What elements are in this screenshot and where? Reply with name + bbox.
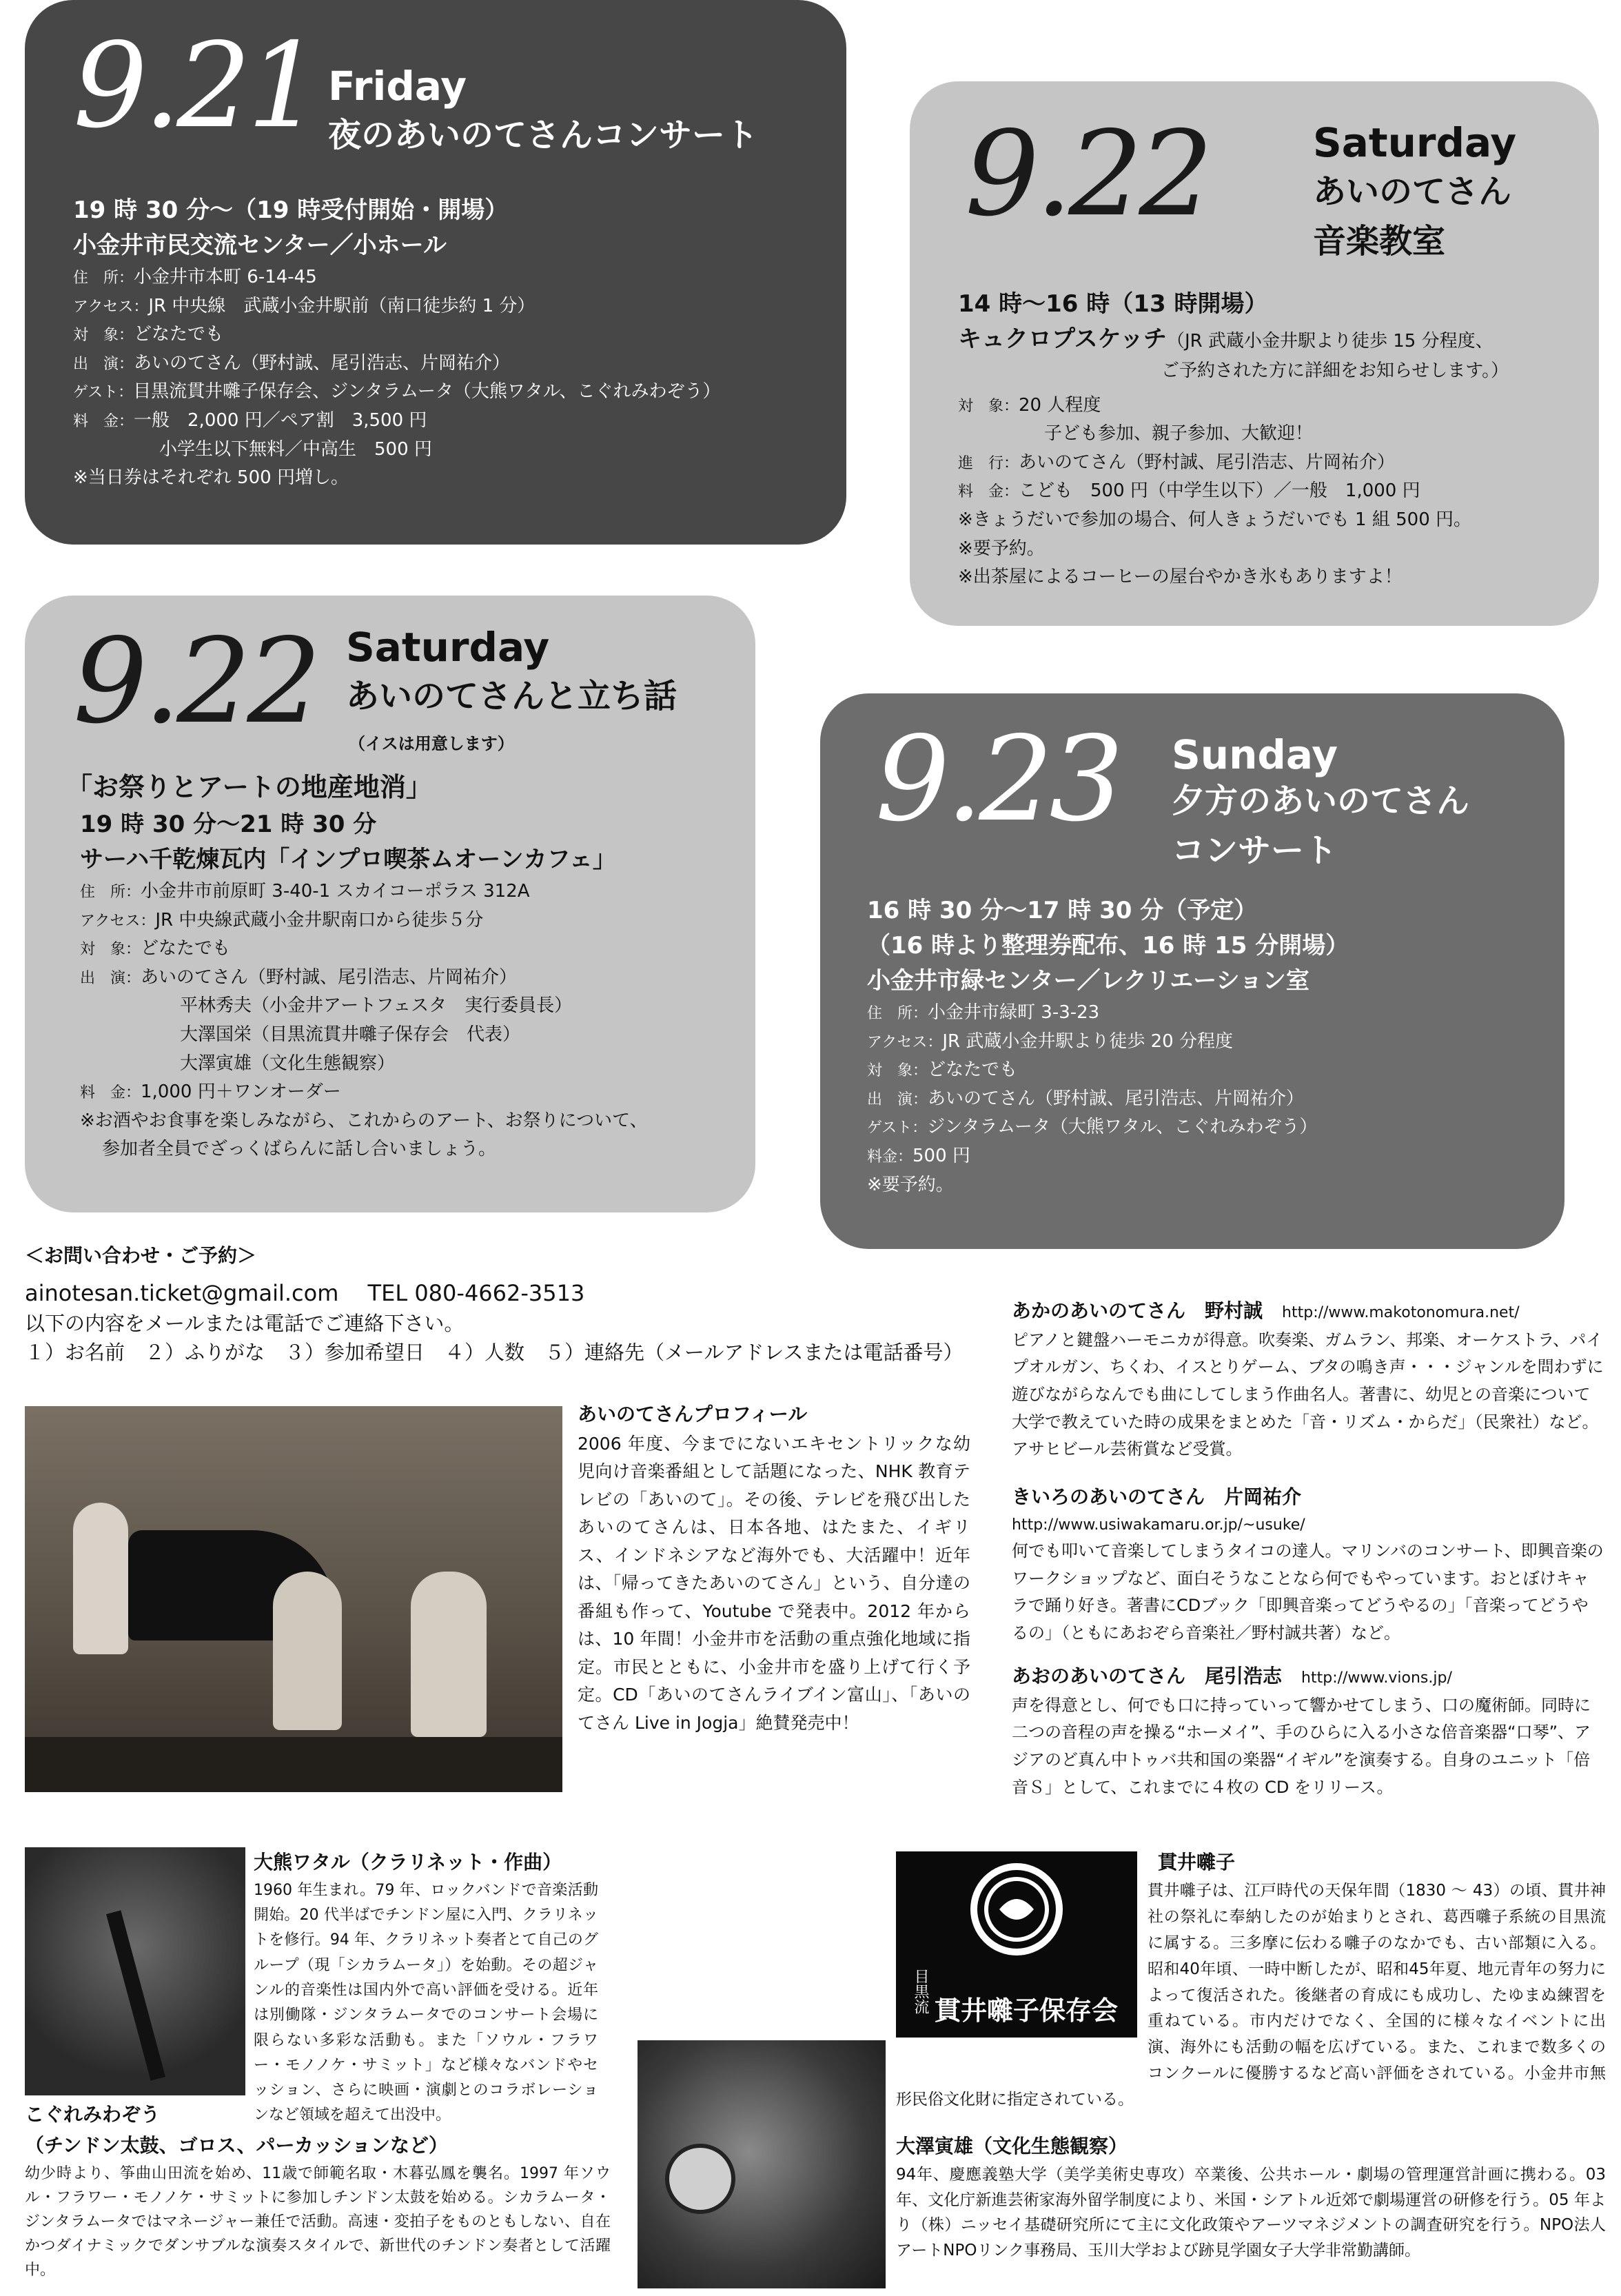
detail-row: 進 行：あいのてさん（野村誠、尾引浩志、片岡祐介） <box>958 451 1396 473</box>
detail-row: 出 演：あいのてさん（野村誠、尾引浩志、片岡祐介） <box>73 352 511 374</box>
guest-name-sub: （チンドン太鼓、ゴロス、パーカッションなど） <box>25 2133 449 2157</box>
event-time: 14 時～16 時（13 時開場） <box>958 290 1268 318</box>
event-day: Friday <box>328 63 467 110</box>
event-venue: 小金井市民交流センター／小ホール <box>73 232 447 259</box>
drum-shape <box>665 2144 735 2214</box>
event-time-note: （16 時より整理券配布、16 時 15 分開場） <box>867 932 1349 959</box>
guest-text: 幼少時より、筝曲山田流を始め、11歳で師範名取・木暮弘鳳を襲名。1997 年ソウル・フラワー・モノノケ・サミットに参加しチンドン太鼓を始める。シカラムータ・ジンタラムータではマネージャー兼任で活動。高速・変拍子をものともしない、自在かつダイナミックでダンサブルな演奏スタイルで、新世代のチンドン奏者として活躍中。 <box>25 2164 611 2279</box>
performer-figure <box>273 1572 342 1730</box>
event-title: あいのてさん 音楽教室 <box>1313 172 1512 261</box>
detail-row: アクセス：JR 武蔵小金井駅より徒歩 20 分程度 <box>867 1030 1233 1052</box>
member-text: 声を得意とし、何でも口に持っていって響かせてしまう、口の魔術師。同時に二つの音程の声を操る“ホーメイ”、手のひらに入る小さな倍音楽器“口琴”、アジアのど真ん中トゥバ共和国の楽器“イギル”を演奏する。自身のユニット「倍音Ｓ」として、これまでに４枚の CD をリリース。 <box>1012 1695 1591 1797</box>
detail-row: 料 金：一般 2,000 円／ペア割 3,500 円 <box>73 409 427 431</box>
nukui-float <box>896 1878 1148 2078</box>
contact-section <box>25 1241 990 1367</box>
member-text: ピアノと鍵盤ハーモニカが得意。吹奏楽、ガムラン、邦楽、オーケストラ、パイプオルガン、ちくわ、イスとりゲーム、ブタの鳴き声・・・ジャンルを問わずに遊びながらなんでも曲にしてしまう作曲名人。著書に、幼児との音楽について大学で教えていた時の成果をまとめた「音・リズム・からだ」（民衆社）など。アサヒビール芸術賞など受賞。 <box>1012 1330 1604 1459</box>
event-time: 19 時 30 分～21 時 30 分 <box>80 811 377 838</box>
note: ※きょうだいで参加の場合、何人きょうだいでも 1 組 500 円。 <box>958 509 1472 530</box>
event-venue: キュクロプスケッチ <box>958 325 1167 353</box>
logo-small-text: 目黒流 <box>912 1969 929 2014</box>
detail-row: 出 演：あいのてさん（野村誠、尾引浩志、片岡祐介） <box>80 966 518 988</box>
contact-heading: ＜お問い合わせ・ご予約＞ <box>25 1244 257 1267</box>
guest-name: 大熊ワタル（クラリネット・作曲） <box>254 1851 562 1873</box>
member-url[interactable]: http://www.usiwakamaru.or.jp/~usuke/ <box>1012 1516 1305 1534</box>
profile-section <box>578 1399 970 1737</box>
kogure-photo <box>638 2040 886 2288</box>
event-venue: サーハ千乾煉瓦内「インプロ喫茶ムオーンカフェ」 <box>80 846 616 873</box>
event-details <box>958 287 1509 592</box>
clarinet-shape <box>106 1910 165 2080</box>
event-theme: 「お祭りとアートの地産地消」 <box>66 772 432 802</box>
detail-row: 出 演：あいのてさん（野村誠、尾引浩志、片岡祐介） <box>867 1088 1305 1109</box>
contact-line[interactable]: ainotesan.ticket@gmail.com TEL 080-4662-3513 <box>25 1279 585 1306</box>
note: ※要予約。 <box>958 538 1045 559</box>
member-name: あかのあいのてさん 野村誠 <box>1012 1299 1263 1322</box>
detail-row: 住 所：小金井市本町 6-14-45 <box>73 267 317 287</box>
okuma-photo <box>25 1847 245 2095</box>
detail-row: 対 象：20 人程度 <box>958 394 1101 416</box>
guest-name: こぐれみわぞう <box>25 2103 161 2126</box>
detail-row: 対 象：どなたでも <box>73 324 224 345</box>
event-date: 9.22 <box>73 613 318 750</box>
guest-text: 1960 年生まれ。79 年、ロックバンドで音楽活動開始。20 代半ばでチンドン屋に入門、クラリネットを修行。94 年、クラリネット奏者とて自己のグループ（現「シカラムータ」）を始動。その超ジャンル的音楽性は国内外で高い評価を受ける。近年は別働隊・ジンタラムータでのコンサート会場に限らない多彩な活動も。また「ソウル・フラワー・モノノケ・サミット」など様々なバンドやセッション、さらに映画・演劇とのコラボレーションなど領域を超えて出没中。 <box>254 1881 598 2124</box>
contact-items: １）お名前 ２）ふりがな ３）参加希望日 ４）人数 ５）連絡先（メールアドレスまたは電話番号） <box>25 1341 964 1365</box>
logo-main-text: 貫井囃子保存会 <box>935 1995 1119 2026</box>
detail-row: 住 所：小金井市緑町 3-3-23 <box>867 1002 1100 1023</box>
detail-row: 小学生以下無料／中高生 500 円 <box>159 438 432 460</box>
detail-row: 料 金：1,000 円＋ワンオーダー <box>80 1081 341 1103</box>
member-url[interactable]: http://www.makotonomura.net/ <box>1282 1304 1520 1321</box>
detail-row: 料金：500 円 <box>867 1145 970 1166</box>
detail-row: 大澤寅雄（文化生態観察） <box>180 1053 396 1074</box>
note: ※出茶屋によるコーヒーの屋台やかき氷もありますよ！ <box>958 567 1403 588</box>
event-box-0922-class <box>910 81 1599 626</box>
guest-nukui <box>896 1847 1606 2113</box>
detail-row: 平林秀夫（小金井アートフェスタ 実行委員長） <box>180 995 573 1017</box>
event-details <box>867 893 1349 1199</box>
event-date: 9.23 <box>875 711 1120 848</box>
profile-text: 2006 年度、今までにないエキセントリックな幼児向け音楽番組として話題になった、NHK 教育テレビの「あいのて」。その後、テレビを飛び出したあいのてさんは、日本各地、はたまた、イギリス、インドネシアなど海外でも、大活躍中！近年は、「帰ってきたあいのてさん」という、自分達の番組も作って、Youtube で発表中。2012 年からは、10 年間！小金井市を活動の重点強化地域に指定。市民とともに、小金井市を盛り上げて行く予定。CD「あいのてさんライブイン富山」、「あいのてさん Live in Jogja」絶賛発売中！ <box>578 1433 970 1733</box>
venue-note: ご予約された方に詳細をお知らせします。） <box>1161 360 1509 381</box>
guest-name: 貫井囃子 <box>1158 1851 1236 1873</box>
event-day: Sunday <box>1172 731 1338 778</box>
detail-row: 対 象：どなたでも <box>80 938 231 959</box>
event-time: 19 時 30 分～（19 時受付開始・開場） <box>73 196 509 224</box>
group-photo <box>25 1406 562 1792</box>
event-venue: 小金井市緑センター／レクリエーション室 <box>867 967 1309 995</box>
note: ※お酒やお食事を楽しみながら、これからのアート、お祭りについて、 <box>80 1110 648 1131</box>
guest-name: 大澤寅雄（文化生態観察） <box>896 2135 1128 2157</box>
member-name: きいろのあいのてさん 片岡祐介 <box>1012 1485 1302 1508</box>
detail-row: 料 金：こども 500 円（中学生以下）／一般 1,000 円 <box>958 480 1420 502</box>
detail-row: 対 象：どなたでも <box>867 1059 1018 1081</box>
detail-row: アクセス：JR 中央線武蔵小金井駅南口から徒歩５分 <box>80 909 484 931</box>
event-box-0923 <box>820 693 1564 1249</box>
stage-floor <box>25 1737 562 1792</box>
member-nomura <box>1012 1296 1604 1463</box>
event-box-0922-talk <box>25 596 755 1212</box>
event-details <box>66 768 648 1164</box>
event-date: 9.22 <box>965 106 1210 243</box>
profile-heading: あいのてさんプロフィール <box>578 1403 808 1425</box>
note: 参加者全員でざっくばらんに話し合いましょう。 <box>102 1139 497 1160</box>
guest-osawa <box>896 2131 1606 2264</box>
member-text: 何でも叩いて音楽してしまうタイコの達人。マリンバのコンサート、即興音楽のワークショップなど、面白そうなことなら何でもやっています。おとぼけキャラで踊り好き。著書にCDブック「即興音楽ってどうやるの」「音楽ってどうやるの」（ともにあおぞら音楽社／野村誠共著）など。 <box>1012 1541 1604 1643</box>
member-obiki <box>1012 1661 1604 1801</box>
guest-kogure <box>25 2100 631 2283</box>
event-details <box>73 193 721 493</box>
contact-instructions: 以下の内容をメールまたは電話でご連絡下さい。 <box>25 1312 465 1336</box>
detail-row: 子ども参加、親子参加、大歓迎！ <box>1044 423 1314 445</box>
guest-okuma <box>254 1847 598 2129</box>
venue-note: （JR 武蔵小金井駅より徒歩 15 分程度、 <box>1166 331 1493 352</box>
event-title: 夕方のあいのてさん コンサート <box>1172 782 1470 870</box>
detail-row: 住 所：小金井市前原町 3-40-1 スカイコーポラス 312A <box>80 881 530 902</box>
event-box-0921 <box>25 0 846 545</box>
event-day: Saturday <box>346 624 550 671</box>
event-venue-row <box>958 322 1509 357</box>
detail-row: アクセス：JR 中央線 武蔵小金井駅前（南口徒歩約 1 分） <box>73 295 536 316</box>
guest-text: 貫井囃子は、江戸時代の天保年間（1830 ～ 43）の頃、貫井神社の祭礼に奉納したのが始まりとされ、葛西囃子系統の目黒流に属する。三多摩に伝わる囃子のなかでも、古い部類に入る。昭和40年頃、一時中断したが、昭和45年夏、地元青年の努力によって復活された。後継者の育成にも成功し、たゆまぬ練習を重ねている。市内だけでなく、全国的に様々なイベントに出演、海外にも活動の幅を広げている。また、これまで数多くのコンクールに優勝するなど高い評価をされている。小金井市無形民俗文化財に指定されている。 <box>896 1878 1606 2113</box>
member-name: あおのあいのてさん 尾引浩志 <box>1012 1665 1283 1687</box>
note: ※当日券はそれぞれ 500 円増し。 <box>73 467 349 489</box>
event-title: 夜のあいのてさんコンサート <box>328 116 759 154</box>
guest-text: 94年、慶應義塾大学（美学美術史専攻）卒業後、公共ホール・劇場の管理運営計画に携わる。03 年、文化庁新進芸術家海外留学制度により、米国・シアトル近郊で劇場運営の研修を行う。05 年より（株）ニッセイ基礎研究所にて主に文化政策やアーツマネジメントの調査研究を行う。NPO法人アートNPOリンク事務局、玉川大学および跡見学園女子大学非常勤講師。 <box>896 2165 1606 2260</box>
event-time: 16 時 30 分～17 時 30 分（予定） <box>867 897 1258 924</box>
note: ※要予約。 <box>867 1174 954 1195</box>
event-date: 9.21 <box>73 18 318 154</box>
detail-row: ゲスト：目黒流貫井囃子保存会、ジンタラムータ（大熊ワタル、こぐれみわぞう） <box>73 381 721 403</box>
nukui-heading-block <box>1158 1847 1606 1878</box>
member-url[interactable]: http://www.vions.jp/ <box>1301 1669 1452 1687</box>
member-kataoka <box>1012 1482 1604 1647</box>
detail-row: 大澤国栄（目黒流貫井囃子保存会 代表） <box>180 1024 521 1045</box>
event-title: あいのてさんと立ち話 <box>346 677 677 715</box>
event-subtitle: （イスは用意します） <box>349 734 514 753</box>
performer-figure <box>73 1503 128 1654</box>
event-day: Saturday <box>1313 119 1517 166</box>
detail-row: ゲスト：ジンタラムータ（大熊ワタル、こぐれみわぞう） <box>867 1117 1318 1138</box>
performer-figure <box>411 1572 487 1737</box>
